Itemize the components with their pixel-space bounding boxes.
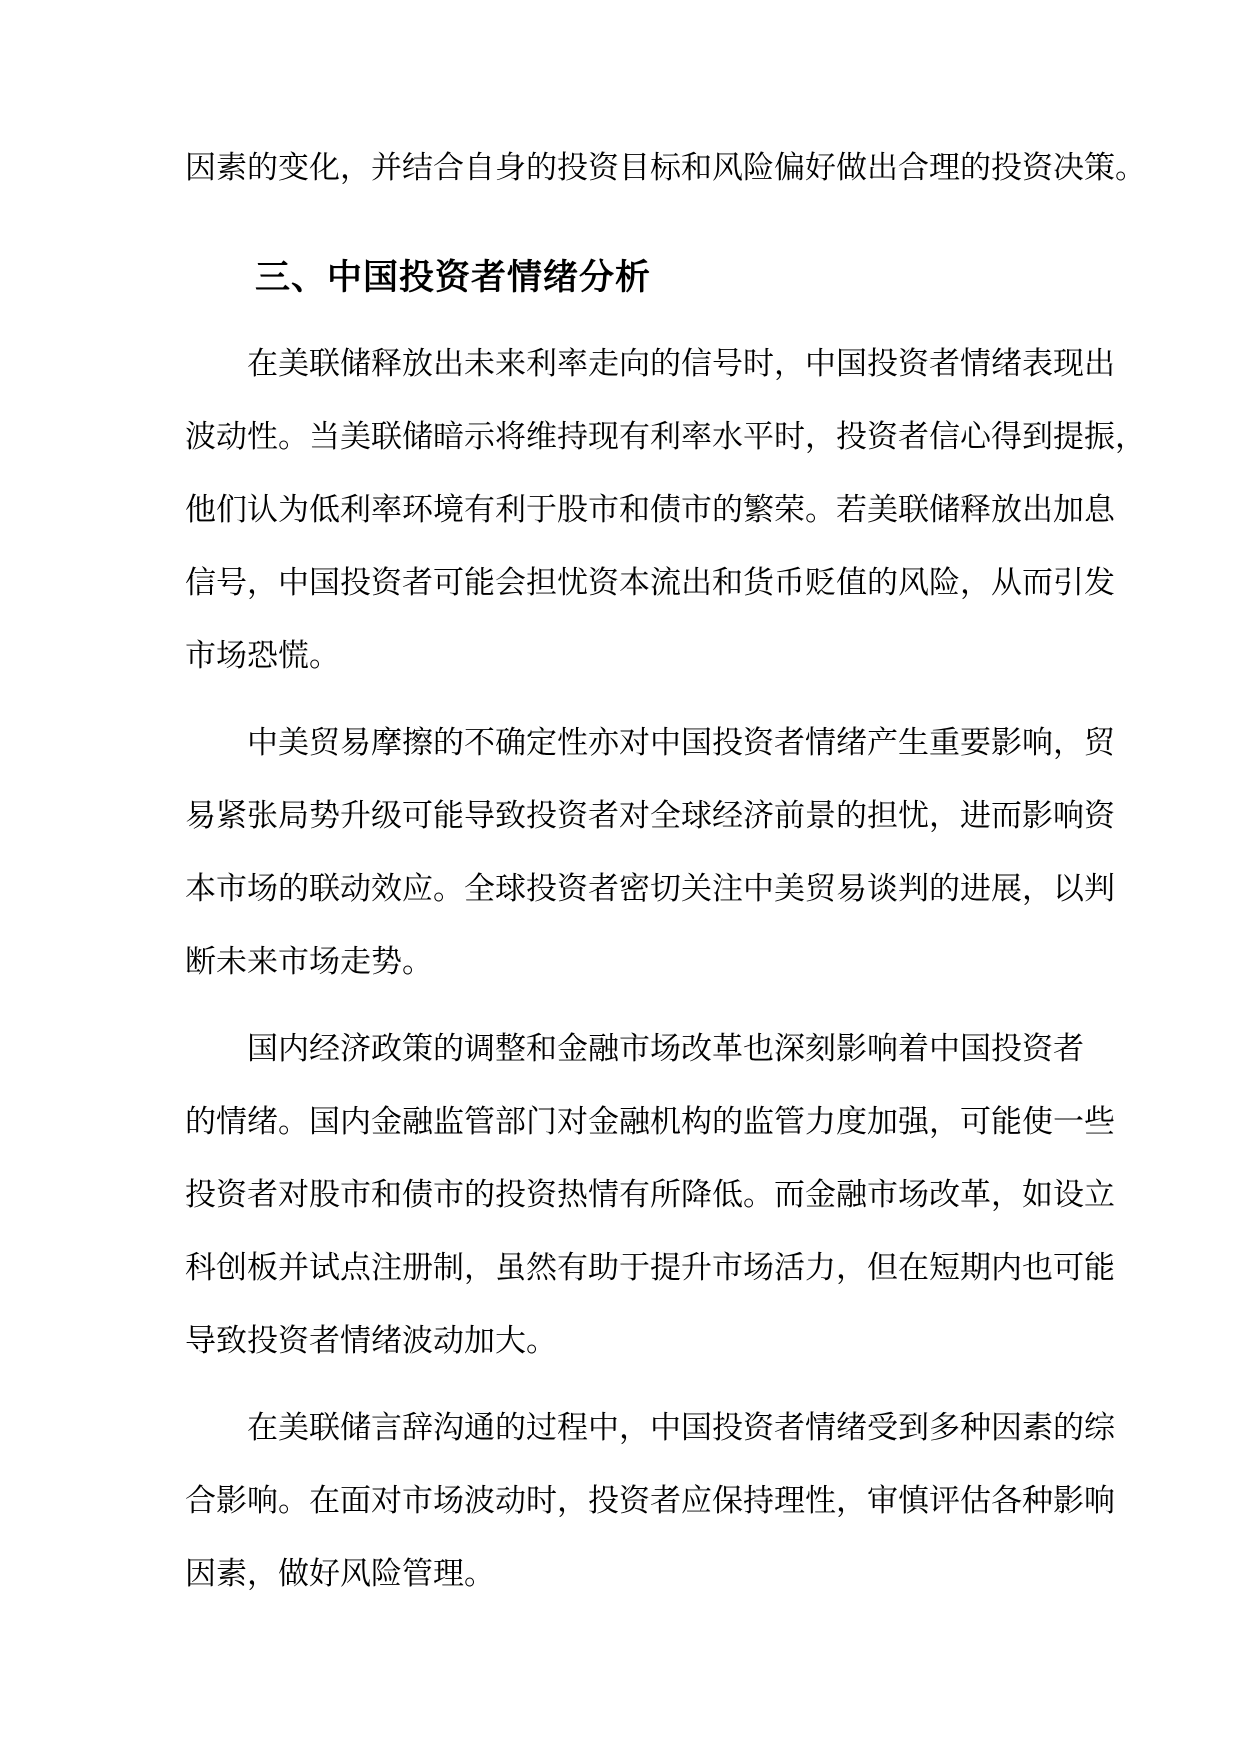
text-line: 因素，做好风险管理。 xyxy=(185,1556,495,1591)
text-line: 导致投资者情绪波动加大。 xyxy=(185,1323,557,1358)
text-line: 投资者对股市和债市的投资热情有所降低。而金融市场改革，如设立 xyxy=(185,1177,1115,1212)
text-line: 本市场的联动效应。全球投资者密切关注中美贸易谈判的进展，以判 xyxy=(185,871,1115,906)
text-line: 波动性。当美联储暗示将维持现有利率水平时，投资者信心得到提振， xyxy=(185,419,1146,454)
text-line: 国内经济政策的调整和金融市场改革也深刻影响着中国投资者 xyxy=(247,1031,1084,1066)
text-line: 在美联储释放出未来利率走向的信号时，中国投资者情绪表现出 xyxy=(247,346,1115,381)
text-line: 易紧张局势升级可能导致投资者对全球经济前景的担忧，进而影响资 xyxy=(185,798,1115,833)
paragraph xyxy=(185,706,1115,998)
text-line: 因素的变化，并结合自身的投资目标和风险偏好做出合理的投资决策。 xyxy=(185,150,1146,185)
paragraph xyxy=(185,1391,1115,1610)
text-line: 在美联储言辞沟通的过程中，中国投资者情绪受到多种因素的综 xyxy=(247,1410,1115,1445)
paragraph xyxy=(185,327,1146,692)
document-content xyxy=(185,131,1146,1624)
text-line: 的情绪。国内金融监管部门对金融机构的监管力度加强，可能使一些 xyxy=(185,1104,1115,1139)
text-line: 中美贸易摩擦的不确定性亦对中国投资者情绪产生重要影响，贸 xyxy=(247,725,1115,760)
text-line: 断未来市场走势。 xyxy=(185,944,433,979)
text-line: 他们认为低利率环境有利于股市和债市的繁荣。若美联储释放出加息 xyxy=(185,492,1115,527)
paragraph xyxy=(185,1012,1115,1377)
text-line: 合影响。在面对市场波动时，投资者应保持理性，审慎评估各种影响 xyxy=(185,1483,1115,1518)
section-heading: 三、中国投资者情绪分析 xyxy=(255,258,652,297)
paragraph-continuation xyxy=(185,131,1146,204)
text-line: 市场恐慌。 xyxy=(185,638,340,673)
text-line: 信号，中国投资者可能会担忧资本流出和货币贬值的风险，从而引发 xyxy=(185,565,1115,600)
text-line: 科创板并试点注册制，虽然有助于提升市场活力，但在短期内也可能 xyxy=(185,1250,1115,1285)
